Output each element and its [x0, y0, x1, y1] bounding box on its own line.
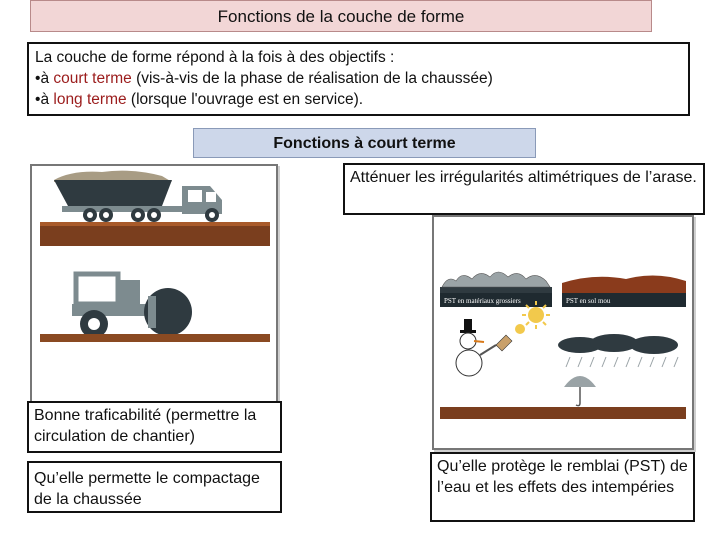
soil-layer [40, 334, 270, 342]
intro-item-short-term [35, 68, 682, 89]
callout-arase-text: Atténuer les irrégularités altimétriques de l’arase. [350, 169, 697, 186]
intro-item-long-term [35, 89, 682, 110]
callout-traficabilite-text: Bonne traficabilité (permettre la circulation de chantier) [34, 407, 257, 445]
page-title [30, 0, 652, 32]
intro-item-prefix: à [40, 91, 54, 108]
callout-remblai [430, 452, 695, 522]
intro-item-detail: (lorsque l'ouvrage est en service). [126, 91, 364, 108]
construction-svg [32, 166, 276, 404]
spray-icon [496, 324, 525, 351]
pst-materiaux-label: PST en matériaux grossiers [444, 297, 521, 305]
bullet: • [35, 70, 41, 87]
soil-layer [440, 407, 686, 419]
callout-arase [343, 163, 705, 215]
dump-truck-icon [54, 171, 222, 222]
callout-compactage-text: Qu’elle permette le compactage de la chaussée [34, 470, 260, 508]
construction-illustration [30, 164, 278, 406]
bullet: • [35, 91, 41, 108]
intro-item-detail: (vis-à-vis de la phase de réalisation de la chaussée) [131, 70, 493, 87]
section-title-text: Fonctions à court terme [273, 135, 456, 152]
page-title-text: Fonctions de la couche de forme [217, 7, 465, 26]
umbrella-icon [564, 376, 596, 406]
pst-weather-svg [434, 217, 692, 448]
intro-item-prefix: à [40, 70, 54, 87]
intro-line: La couche de forme répond à la fois à des objectifs : [35, 49, 395, 66]
soil-layer [40, 224, 270, 246]
soil-layer-top [40, 222, 270, 226]
short-term-keyword: court terme [53, 70, 132, 87]
long-term-keyword: long terme [53, 91, 127, 108]
section-title [193, 128, 536, 158]
soft-soil-panel [562, 275, 686, 307]
callout-compactage [27, 461, 282, 513]
callout-remblai-text: Qu’elle protège le remblai (PST) de l’eau et les effets des intempéries [437, 458, 688, 496]
callout-traficabilite [27, 401, 282, 453]
rain-cloud-icon [558, 334, 678, 367]
road-roller-icon [72, 274, 192, 338]
pst-weather-illustration [432, 215, 694, 450]
intro-box [27, 42, 690, 116]
snowman-icon [456, 319, 496, 376]
pst-sol-label: PST en sol mou [566, 297, 611, 305]
